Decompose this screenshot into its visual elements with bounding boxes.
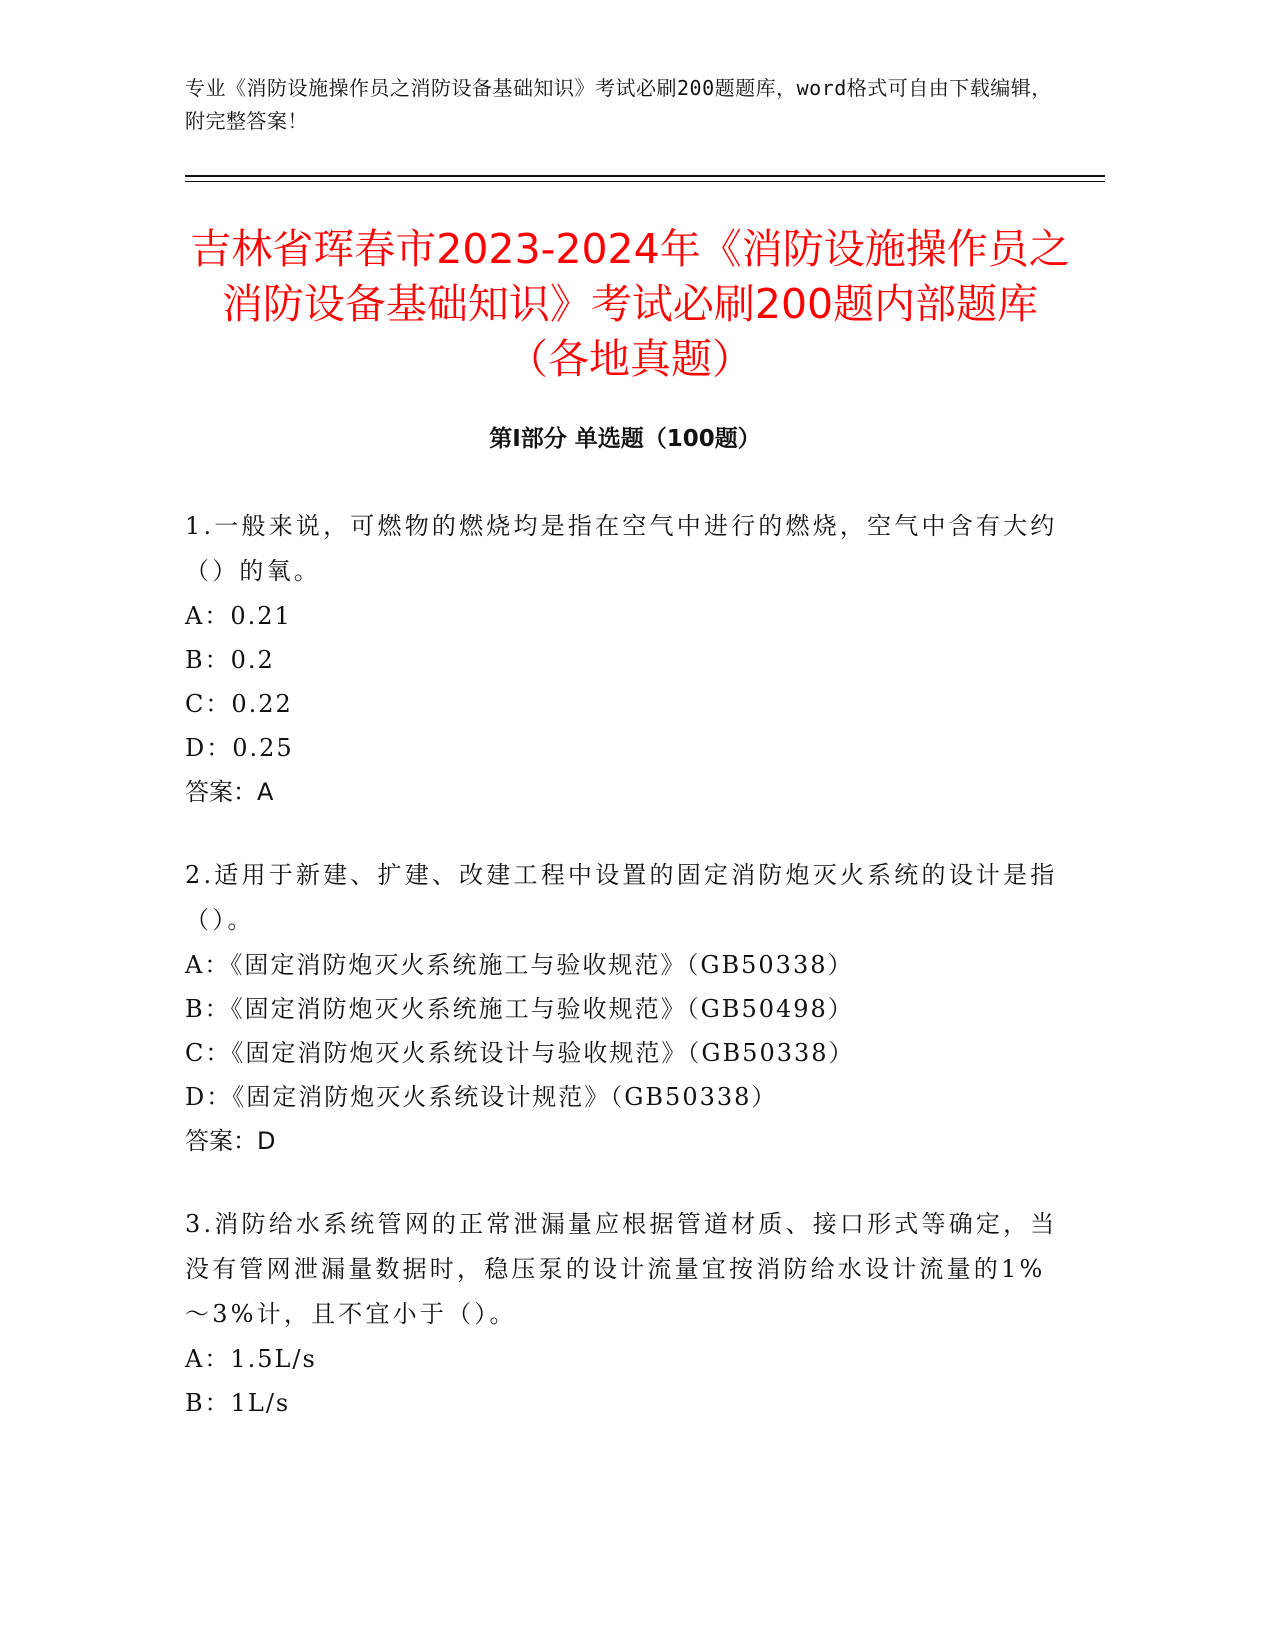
question-3 <box>185 1202 1065 1425</box>
document-title: 吉林省珲春市2023-2024年《消防设施操作员之消防设备基础知识》考试必刷200题内部题库（各地真题） <box>190 225 1070 383</box>
option-d: D：0.25 <box>185 734 294 762</box>
question-2 <box>185 853 1065 1163</box>
option-b: B：《固定消防炮灭火系统施工与验收规范》（GB50498） <box>185 995 854 1023</box>
question-stem: 1.一般来说，可燃物的燃烧均是指在空气中进行的燃烧，空气中含有大约（）的氧。 <box>185 512 1058 585</box>
option-d: D：《固定消防炮灭火系统设计规范》（GB50338） <box>185 1083 778 1111</box>
section-title: 第Ⅰ部分 单选题（100题） <box>489 426 761 452</box>
option-b: B：1L/s <box>185 1389 291 1417</box>
option-b: B：0.2 <box>185 646 275 674</box>
answer: 答案：A <box>185 778 274 806</box>
answer: 答案：D <box>185 1127 276 1155</box>
option-a: A：0.21 <box>185 602 292 630</box>
option-a: A：1.5L/s <box>185 1345 317 1373</box>
header-divider-thick <box>185 175 1105 177</box>
question-1 <box>185 504 1065 814</box>
question-stem: 2.适用于新建、扩建、改建工程中设置的固定消防炮灭火系统的设计是指（）。 <box>185 861 1058 934</box>
option-a: A：《固定消防炮灭火系统施工与验收规范》（GB50338） <box>185 951 854 979</box>
question-list <box>185 504 1065 1464</box>
header-divider-thin <box>185 181 1105 182</box>
header-note: 专业《消防设施操作员之消防设备基础知识》考试必刷200题题库，word格式可自由下载编辑，附完整答案！ <box>185 76 1052 133</box>
option-c: C：《固定消防炮灭火系统设计与验收规范》（GB50338） <box>185 1039 855 1067</box>
question-stem: 3.消防给水系统管网的正常泄漏量应根据管道材质、接口形式等确定，当没有管网泄漏量数据时，稳压泵的设计流量宜按消防给水设计流量的1%～3%计，且不宜小于（）。 <box>185 1210 1058 1328</box>
option-c: C：0.22 <box>185 690 293 718</box>
